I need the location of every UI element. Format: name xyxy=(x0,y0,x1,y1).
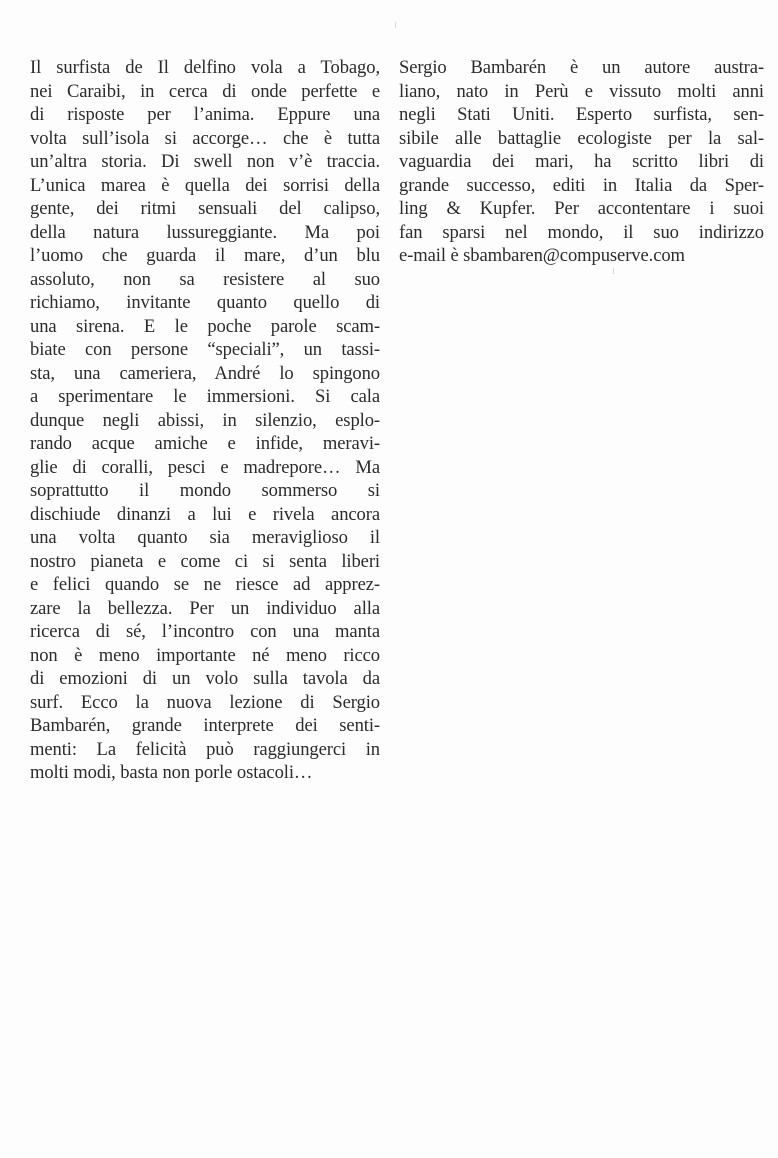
synopsis-line: una sirena. E le poche parole scam- xyxy=(30,315,380,337)
synopsis-line: non è meno importante né meno ricco xyxy=(30,644,380,666)
synopsis-line: nostro pianeta e come ci si senta liberi xyxy=(30,550,380,572)
synopsis-line: e felici quando se ne riesce ad apprez- xyxy=(30,574,380,595)
author-bio-line: fan sparsi nel mondo, il suo indirizzo xyxy=(399,221,764,243)
synopsis-line: della natura lussureggiante. Ma poi xyxy=(30,221,380,243)
synopsis-line: a sperimentare le immersioni. Si cala xyxy=(30,386,380,407)
scan-speck xyxy=(613,268,614,274)
synopsis-line: ricerca di sé, l’incontro con una manta xyxy=(30,621,380,642)
synopsis-line: zare la bellezza. Per un individuo alla xyxy=(30,597,380,619)
synopsis-line: sta, una cameriera, André lo spingono xyxy=(30,362,380,384)
synopsis-line: dischiude dinanzi a lui e rivela ancora xyxy=(30,503,380,525)
synopsis-line: dunque negli abissi, in silenzio, esplo- xyxy=(30,409,380,431)
synopsis-line: Il surfista de Il delfino vola a Tobago, xyxy=(30,57,380,78)
synopsis-line: soprattutto il mondo sommerso si xyxy=(30,480,380,501)
synopsis-line: assoluto, non sa resistere al suo xyxy=(30,268,380,290)
synopsis-line: menti: La felicità può raggiungerci in xyxy=(30,738,380,760)
synopsis-line: volta sull’isola si accorge… che è tutta xyxy=(30,127,380,149)
scan-speck xyxy=(395,22,396,28)
author-bio-line: vaguardia dei mari, ha scritto libri di xyxy=(399,151,764,172)
synopsis-line: una volta quanto sia meraviglioso il xyxy=(30,527,380,548)
author-bio-column xyxy=(399,56,764,268)
synopsis-line: biate con persone “speciali”, un tassi- xyxy=(30,339,380,360)
synopsis-line: L’unica marea è quella dei sorrisi della xyxy=(30,174,380,196)
synopsis-line: un’altra storia. Di swell non v’è traccia. xyxy=(30,151,380,172)
synopsis-line: Bambarén, grande interprete dei senti- xyxy=(30,715,380,736)
synopsis-line: richiamo, invitante quanto quello di xyxy=(30,292,380,313)
synopsis-line: nei Caraibi, in cerca di onde perfette e xyxy=(30,80,380,102)
synopsis-line: di risposte per l’anima. Eppure una xyxy=(30,104,380,125)
synopsis-line: gente, dei ritmi sensuali del calipso, xyxy=(30,198,380,219)
synopsis-line: l’uomo che guarda il mare, d’un blu xyxy=(30,245,380,266)
synopsis-line: surf. Ecco la nuova lezione di Sergio xyxy=(30,691,380,713)
author-bio-line: ling & Kupfer. Per accontentare i suoi xyxy=(399,198,764,219)
synopsis-line: glie di coralli, pesci e madrepore… Ma xyxy=(30,456,380,478)
author-bio-line: e-mail è sbambaren@compuserve.com xyxy=(399,245,685,266)
synopsis-line: molti modi, basta non porle ostacoli… xyxy=(30,762,313,783)
synopsis-column xyxy=(30,56,380,785)
author-bio-line: Sergio Bambarén è un autore austra- xyxy=(399,57,764,78)
author-bio-line: liano, nato in Perù e vissuto molti anni xyxy=(399,80,764,102)
author-bio-line: negli Stati Uniti. Esperto surfista, sen- xyxy=(399,104,764,125)
author-bio-line: sibile alle battaglie ecologiste per la sal- xyxy=(399,127,764,149)
author-bio-line: grande successo, editi in Italia da Sper- xyxy=(399,174,764,196)
synopsis-line: di emozioni di un volo sulla tavola da xyxy=(30,668,380,689)
synopsis-line: rando acque amiche e infide, meravi- xyxy=(30,433,380,454)
